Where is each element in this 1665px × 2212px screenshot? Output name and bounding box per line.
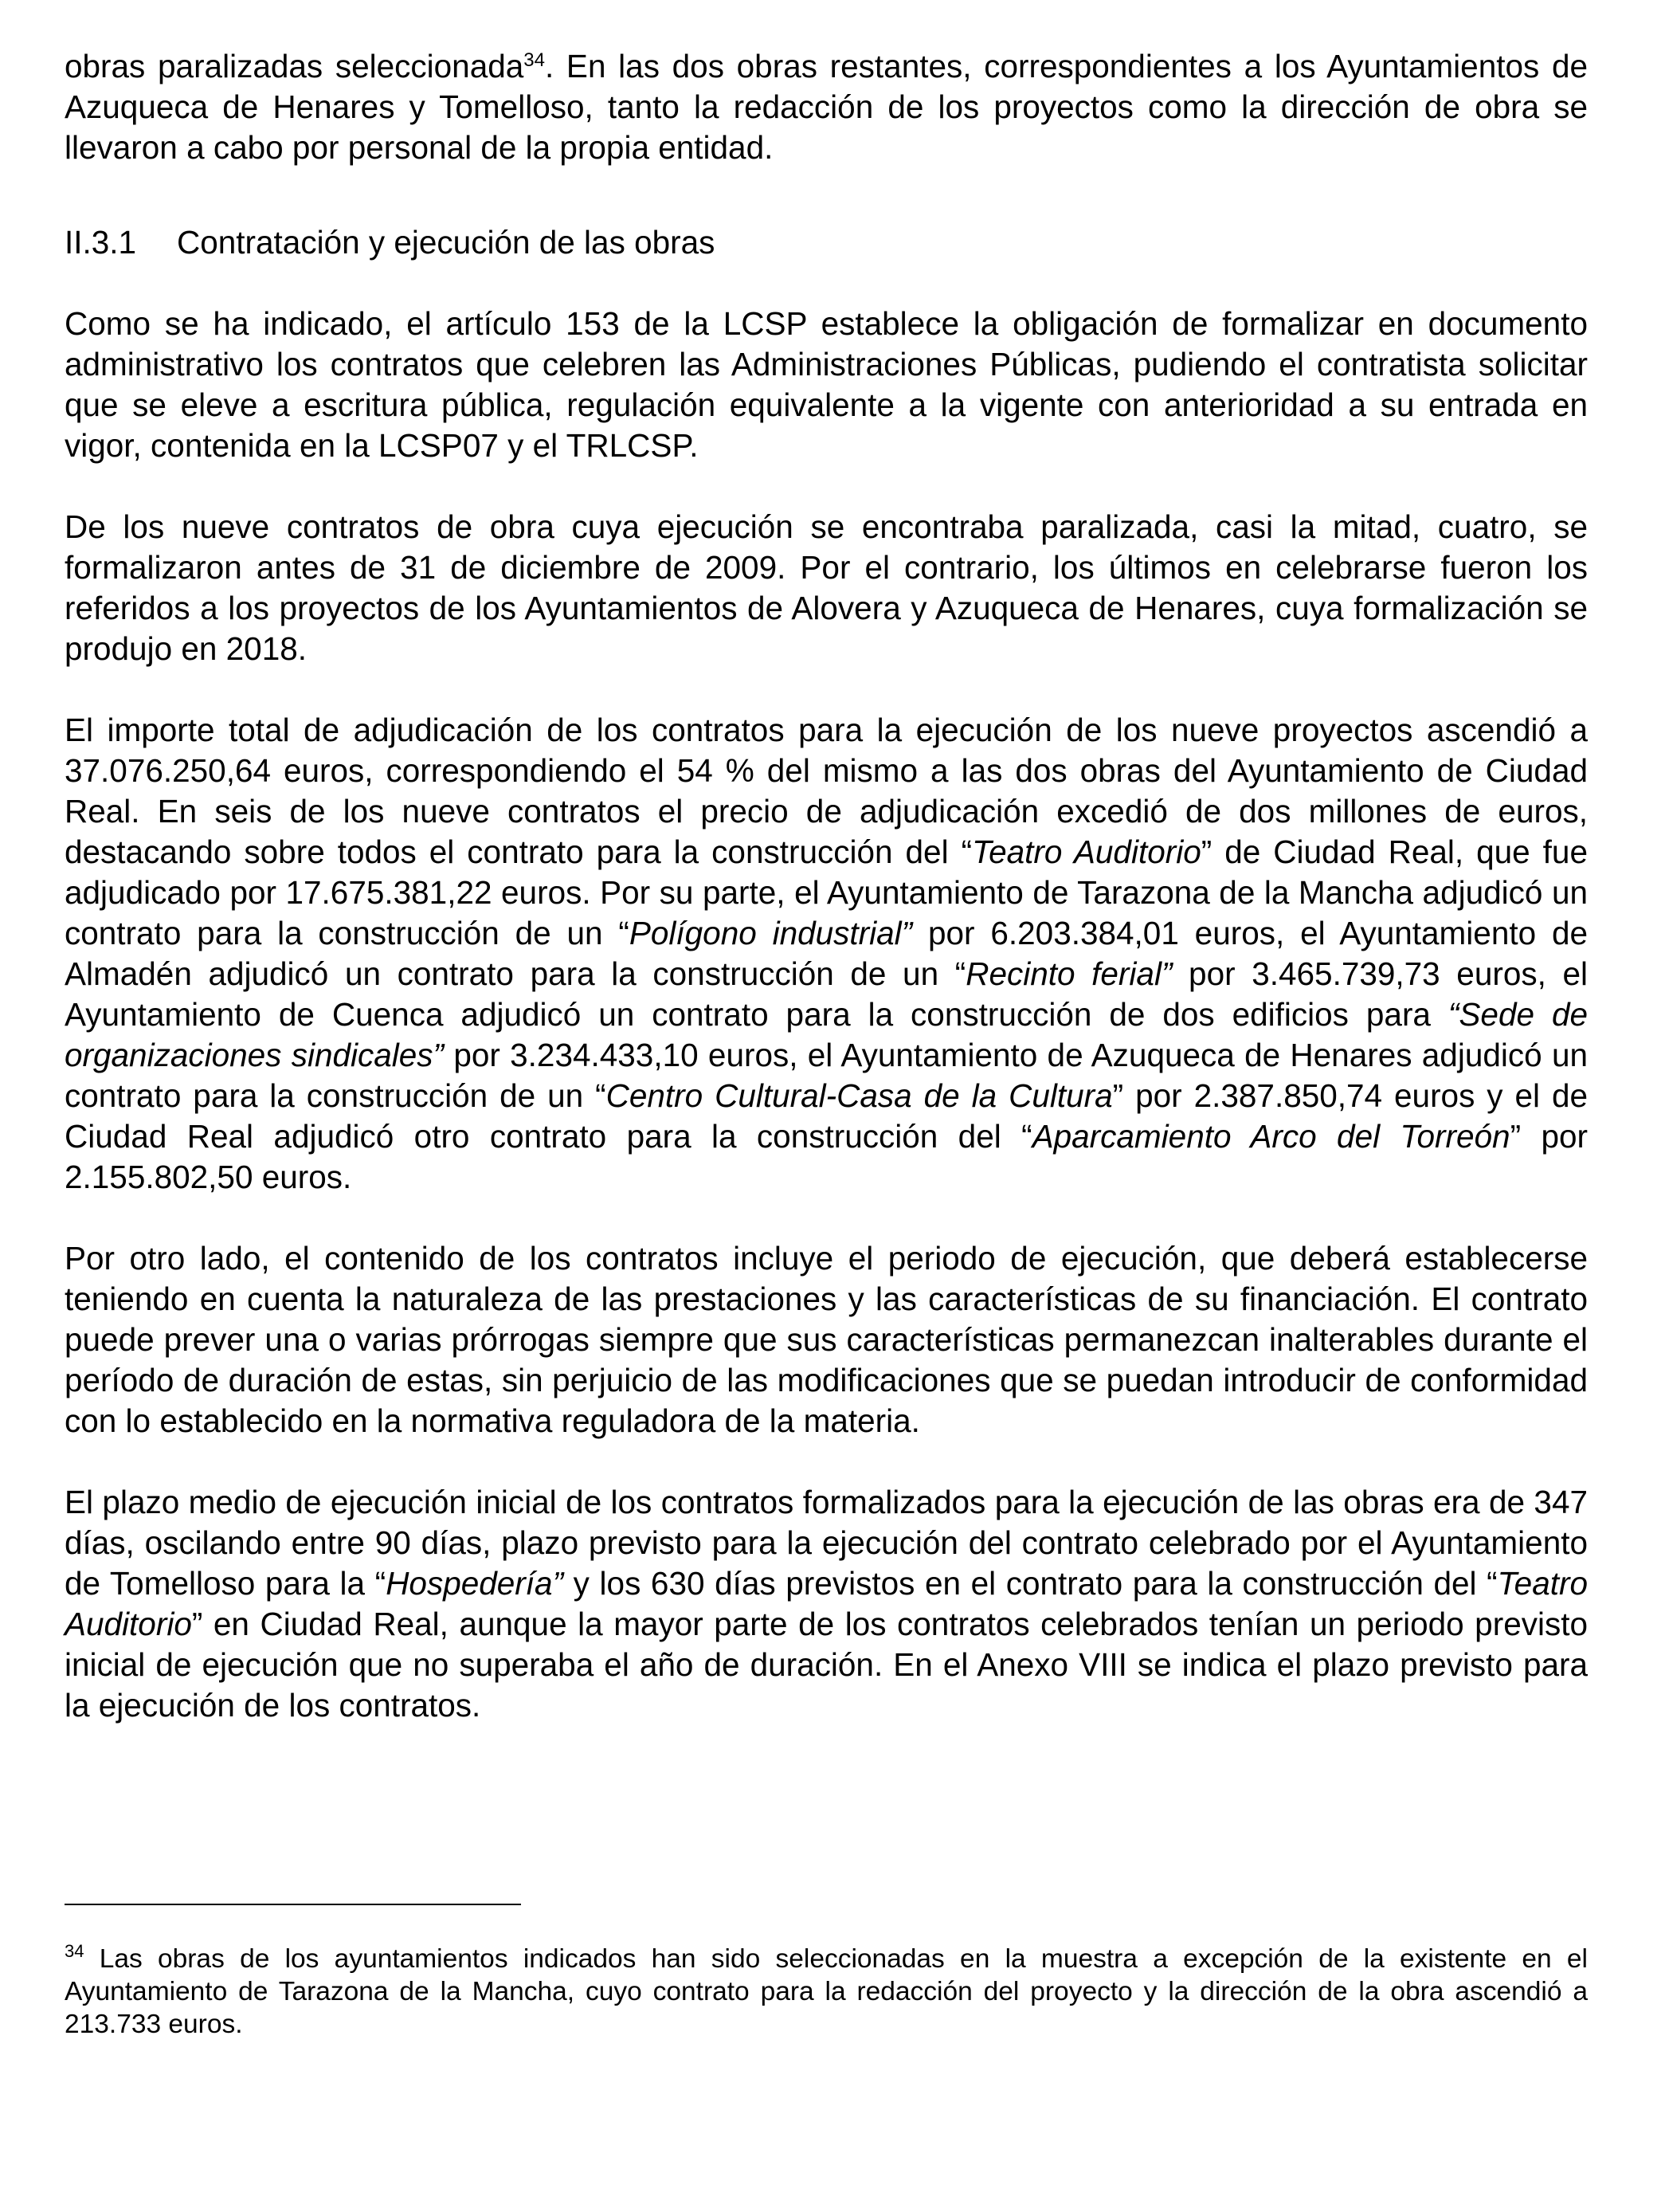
paragraph-intro [65,46,1588,168]
italic-project-name: Teatro Auditorio [972,833,1201,870]
text-run: y los 630 días previstos en el contrato para la construcción del “ [563,1565,1498,1602]
paragraph-intro-text: obras paralizadas seleccionada [65,48,524,84]
paragraph-intro-text-cont: . En las dos obras restantes, correspondientes a los Ayuntamientos de Azuqueca de Henares y Tomelloso, tanto la redacción de los proyectos como la dirección de obra se llevaron a cabo por personal de la propia entidad. [65,48,1588,166]
document-body [65,46,1588,1726]
footnote [65,1943,1588,2041]
text-run: ” por 2.155.802,50 euros. [65,1118,1588,1195]
section-heading [65,222,1588,263]
italic-project-name: Aparcamiento Arco del Torreón [1032,1118,1510,1155]
paragraph-lcsp: Como se ha indicado, el artículo 153 de la LCSP establece la obligación de formalizar en documento administrativo los contratos que celebren las Administraciones Públicas, pudiendo el contratista solicitar que se eleve a escritura pública, regulación equivalente a la vigente con anterioridad a su entrada en vigor, contenida en la LCSP07 y el TRLCSP. [65,305,1588,464]
italic-project-name: Recinto ferial” [966,955,1173,992]
text-run: El plazo medio de ejecución inicial de los contratos formalizados para la ejecución de las obras era de 347 días, oscilando entre 90 días, plazo previsto para la ejecución del contrato celebrado por el Ayuntamiento de Tomelloso para la “ [65,1484,1588,1602]
italic-project-name: Hospedería” [386,1565,564,1602]
paragraph-importe-adjudicacion [65,710,1588,1198]
italic-project-name: Centro Cultural-Casa de la Cultura [605,1077,1113,1114]
footnote-reference[interactable]: 34 [523,49,545,71]
section-number: II.3.1 [65,224,137,261]
section-title: Contratación y ejecución de las obras [177,224,715,261]
text-run: por 6.203.384,01 euros, el Ayuntamiento de Almadén adjudicó un contrato para la construcción de un “ [65,915,1589,992]
text-run: ” por 2.387.850,74 euros y el de Ciudad Real adjudicó otro contrato para la construcción del “ [65,1077,1589,1155]
italic-project-name: “Sede de organizaciones sindicales” [65,996,1588,1073]
footnote-separator [65,1904,521,1905]
text-run: por 3.234.433,10 euros, el Ayuntamiento de Azuqueca de Henares adjudicó un contrato para la construcción de un “ [65,1037,1588,1114]
paragraph-contratos-formalizacion: De los nueve contratos de obra cuya ejecución se encontraba paralizada, casi la mitad, cuatro, se formalizaron antes de 31 de diciembre de 2009. Por el contrario, los últimos en celebrarse fueron los referidos a los proyectos de los Ayuntamientos de Alovera y Azuqueca de Henares, cuya formalización se produjo en 2018. [65,508,1588,667]
italic-project-name: Teatro Auditorio [65,1565,1588,1642]
italic-project-name: Polígono industrial” [629,915,913,951]
text-run: ” en Ciudad Real, aunque la mayor parte de los contratos celebrados tenían un periodo previsto inicial de ejecución que no superaba el año de duración. En el Anexo VIII se indica el plazo previsto para la ejecución de los contratos. [65,1606,1588,1724]
text-run: por 3.465.739,73 euros, el Ayuntamiento de Cuenca adjudicó un contrato para la construcción de dos edificios para [65,955,1589,1033]
paragraph-periodo-ejecucion: Por otro lado, el contenido de los contratos incluye el periodo de ejecución, que deberá establecerse teniendo en cuenta la naturaleza de las prestaciones y las características de su financiación. El contrato puede prever una o varias prórrogas siempre que sus características permanezcan inalterables durante el período de duración de estas, sin perjuicio de las modificaciones que se puedan introducir de conformidad con lo establecido en la normativa reguladora de la materia. [65,1240,1588,1439]
text-run: ” de Ciudad Real, que fue adjudicado por 17.675.381,22 euros. Por su parte, el Ayuntamiento de Tarazona de la Mancha adjudicó un contrato para la construcción de un “ [65,833,1588,951]
text-run: El importe total de adjudicación de los contratos para la ejecución de los nueve proyectos ascendió a 37.076.250,64 euros, correspondiendo el 54 % del mismo a las dos obras del Ayuntamiento de Ciudad Real. En seis de los nueve contratos el precio de adjudicación excedió de dos millones de euros, destacando sobre todos el contrato para la construcción del “ [65,712,1588,870]
paragraph-plazo-medio [65,1482,1588,1726]
footnote-number: 34 [65,1941,84,1961]
footnote-text: Las obras de los ayuntamientos indicados han sido seleccionadas en la muestra a excepción de la existente en el Ayuntamiento de Tarazona de la Mancha, cuyo contrato para la redacción del proyecto y la dirección de la obra ascendió a 213.733 euros. [65,1944,1588,2039]
